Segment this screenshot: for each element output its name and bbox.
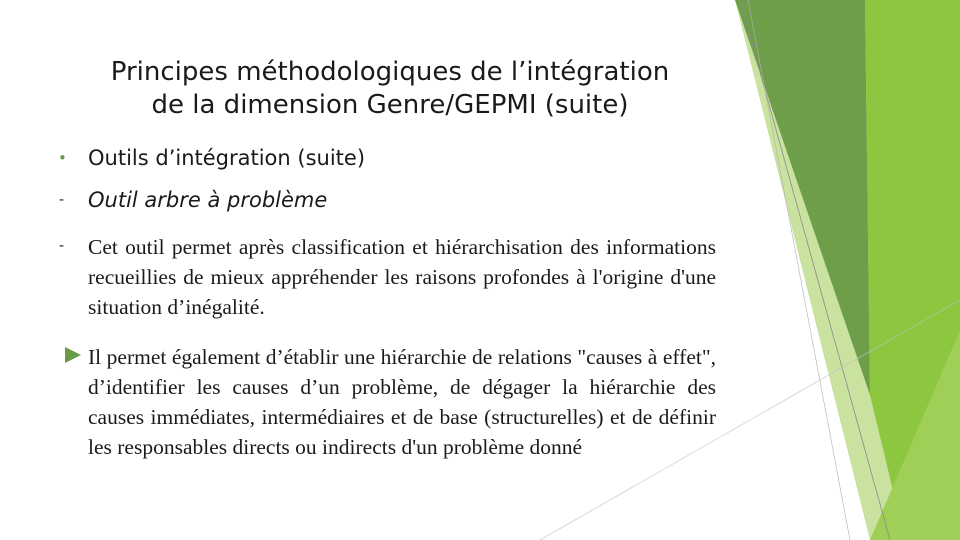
title-line: Principes méthodologiques de l’intégration: [110, 57, 670, 87]
paragraph-cet-outil: Cet outil permet après classification et hiérarchisation des informations recueillies de mieux appréhender les raisons profondes à l'origine d'une situation d’inégalité.: [88, 235, 716, 319]
heading-arbre-probleme: Outil arbre à problème: [88, 188, 328, 212]
slide-title: [40, 56, 740, 122]
paragraph-il-permet: Il permet également d’établir une hiérarchie de relations "causes à effet", d’identifier les causes d’un problème, de dégager la hiérarchie des causes immédiates, intermédiaires et de base (structurelles) et de définir les responsables directs ou indirects d'un problème donné: [88, 345, 716, 459]
dark-green-band: [735, 0, 870, 395]
title-line: de la dimension Genre/GEPMI (suite): [151, 90, 629, 120]
green-arrow-bullet-icon: [63, 346, 83, 364]
dash-marker: -: [59, 238, 65, 254]
bullet-dot-icon: •: [58, 149, 67, 167]
dash-marker: -: [59, 192, 65, 208]
heading-outils: Outils d’intégration (suite): [88, 146, 366, 170]
